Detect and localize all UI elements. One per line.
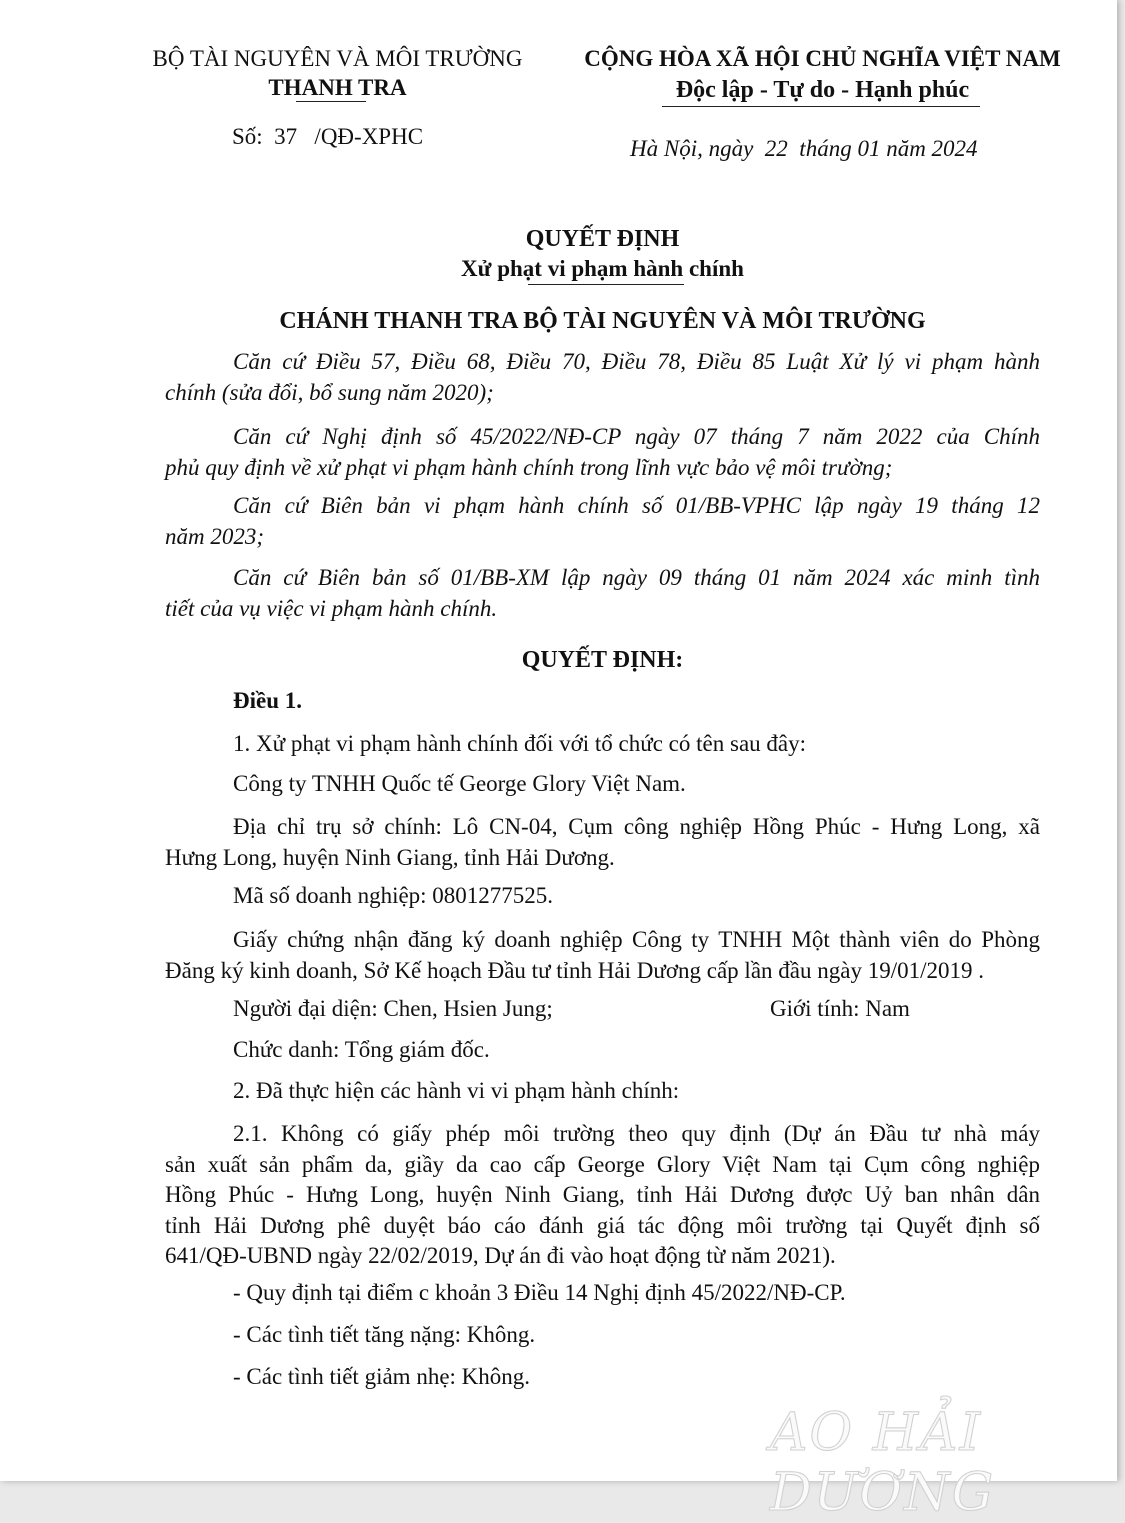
address-line: Địa chỉ trụ sở chính: Lô CN-04, Cụm công nghiệp Hồng Phúc - Hưng Long, xã — [233, 814, 1040, 839]
legal-basis-line: Căn cứ Biên bản vi phạm hành chính số 01/BB-VPHC lập ngày 19 tháng 12 — [233, 493, 1040, 518]
legal-basis-line: năm 2023; — [165, 523, 265, 549]
violation-line: 2.1. Không có giấy phép môi trường theo quy định (Dự án Đầu tư nhà máy — [233, 1121, 1040, 1146]
mitigating-circumstances: - Các tình tiết giảm nhẹ: Không. — [233, 1364, 531, 1389]
national-motto: Độc lập - Tự do - Hạnh phúc — [675, 77, 970, 103]
license-line: Giấy chứng nhận đăng ký doanh nghiệp Công ty TNHH Một thành viên do Phòng — [233, 927, 1040, 952]
legal-basis-line: Căn cứ Điều 57, Điều 68, Điều 70, Điều 78, Điều 85 Luật Xử lý vi phạm hành — [233, 349, 1040, 374]
legal-basis-line: Căn cứ Nghị định số 45/2022/NĐ-CP ngày 07 tháng 7 năm 2022 của Chính — [233, 424, 1040, 449]
subject-underline — [528, 284, 684, 285]
violation-line: tỉnh Hải Dương phê duyệt báo cáo đánh giá tác động môi trường tại Quyết định số — [165, 1212, 1040, 1238]
legal-basis — [165, 347, 1040, 408]
violation-line: sản xuất sản phẩm da, giầy da cao cấp George Glory Việt Nam tại Cụm công nghiệp — [165, 1151, 1040, 1177]
tax-code: Mã số doanh nghiệp: 0801277525. — [233, 883, 554, 908]
article-1-heading: Điều 1. — [233, 688, 302, 713]
country-name: CỘNG HÒA XÃ HỘI CHỦ NGHĨA VIỆT NAM — [584, 46, 1061, 71]
address-line: Hưng Long, huyện Ninh Giang, tỉnh Hải Dương. — [165, 844, 615, 870]
aggravating-circumstances: - Các tình tiết tăng nặng: Không. — [233, 1322, 536, 1347]
department-name: THANH TRA — [268, 75, 407, 100]
ministry-name: BỘ TÀI NGUYÊN VÀ MÔI TRƯỜNG — [152, 46, 523, 71]
legal-basis — [165, 563, 1040, 624]
article-1-item-2: 2. Đã thực hiện các hành vi vi phạm hành chính: — [233, 1078, 680, 1103]
representative-position: Chức danh: Tổng giám đốc. — [233, 1037, 490, 1062]
issuing-authority: CHÁNH THANH TRA BỘ TÀI NGUYÊN VÀ MÔI TRƯỜNG — [279, 308, 926, 334]
decision-subject: Xử phạt vi phạm hành chính — [461, 256, 744, 281]
watermark: AO HẢI DƯƠNG — [770, 1403, 996, 1523]
legal-basis-line: phủ quy định về xử phạt vi phạm hành chính trong lĩnh vực bảo vệ môi trường; — [165, 454, 893, 480]
regulation-reference: - Quy định tại điểm c khoản 3 Điều 14 Nghị định 45/2022/NĐ-CP. — [233, 1280, 846, 1305]
legal-basis-line: chính (sửa đổi, bổ sung năm 2020); — [165, 379, 494, 405]
decide-heading: QUYẾT ĐỊNH: — [521, 647, 684, 673]
representative-gender: Giới tính: Nam — [770, 996, 910, 1021]
violation-line: 641/QĐ-UBND ngày 22/02/2019, Dự án đi vào hoạt động từ năm 2021). — [165, 1243, 836, 1268]
legal-representative: Người đại diện: Chen, Hsien Jung; — [233, 996, 553, 1021]
header-left-underline — [296, 101, 366, 102]
legal-basis — [165, 491, 1040, 552]
place-and-date: Hà Nội, ngày 22 tháng 01 năm 2024 — [630, 136, 978, 161]
business-license — [165, 925, 1040, 986]
violation-2-1 — [165, 1119, 1040, 1272]
legal-basis — [165, 422, 1040, 483]
article-1-item-1: 1. Xử phạt vi phạm hành chính đối với tổ chức có tên sau đây: — [233, 731, 807, 756]
company-address — [165, 812, 1040, 873]
license-line: Đăng ký kinh doanh, Sở Kế hoạch Đầu tư tỉnh Hải Dương cấp lần đầu ngày 19/01/2019 . — [165, 957, 984, 983]
document-number: Số: 37 /QĐ-XPHC — [232, 124, 424, 149]
decision-title: QUYẾT ĐỊNH — [525, 226, 680, 252]
legal-basis-line: Căn cứ Biên bản số 01/BB-XM lập ngày 09 tháng 01 năm 2024 xác minh tình — [233, 565, 1040, 590]
company-name: Công ty TNHH Quốc tế George Glory Việt Nam. — [233, 771, 686, 796]
legal-basis-line: tiết của vụ việc vi phạm hành chính. — [165, 595, 498, 621]
motto-underline — [662, 106, 980, 107]
violation-line: Hồng Phúc - Hưng Long, huyện Ninh Giang, tỉnh Hải Dương được Uỷ ban nhân dân — [165, 1182, 1040, 1207]
